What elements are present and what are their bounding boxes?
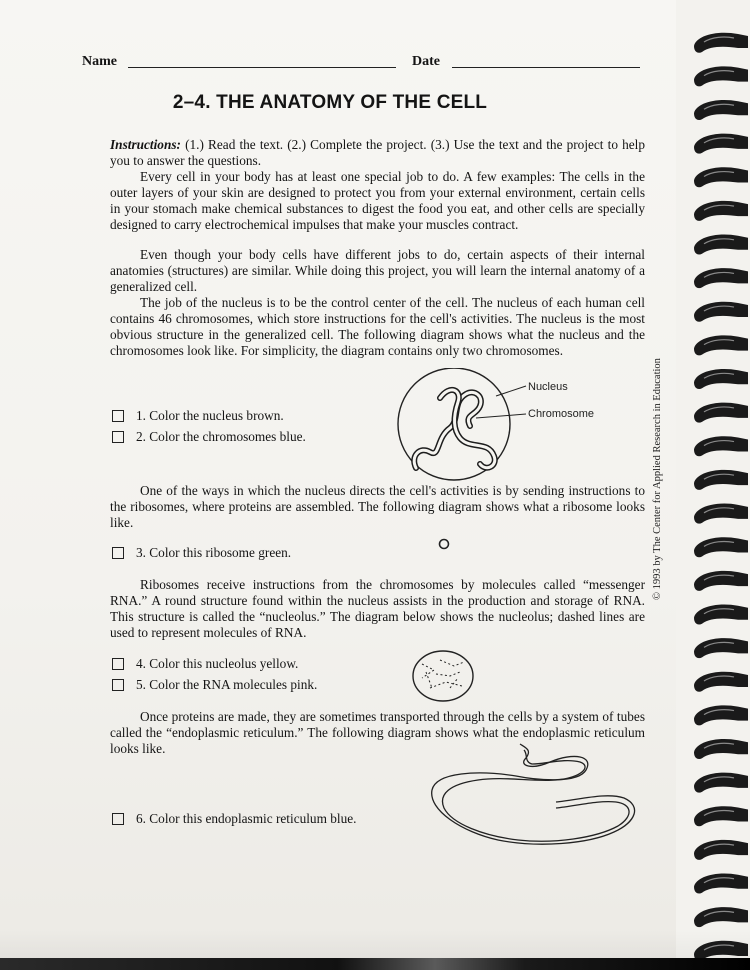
task-5-checkbox[interactable] [112,679,124,691]
task-1-checkbox[interactable] [112,410,124,422]
task-6-checkbox[interactable] [112,813,124,825]
task-6[interactable]: 6. Color this endoplasmic reticulum blue. [112,811,356,827]
rna-molecules [422,660,464,688]
task-2[interactable]: 2. Color the chromosomes blue. [112,429,306,445]
task-2-checkbox[interactable] [112,431,124,443]
nucleus-pointer [496,386,526,396]
paragraph-4: One of the ways in which the nucleus directs the cell's activities is by sending instructions to the ribosomes, where proteins are assembled. The following diagram shows what a ribosome looks like. [110,483,645,531]
task-4-checkbox[interactable] [112,658,124,670]
er-diagram [428,740,648,852]
chromosome-pointer [476,414,526,418]
name-field-line[interactable] [128,67,396,68]
task-3[interactable]: 3. Color this ribosome green. [112,545,291,561]
paragraph-2: Even though your body cells have different jobs to do, certain aspects of their internal anatomies (structures) are similar. While doing this project, you will learn the internal anatomy of a generalized cell. [110,247,645,295]
task-4[interactable]: 4. Color this nucleolus yellow. [112,656,298,672]
paragraph-6: Once proteins are made, they are sometimes transported through the cells by a system of tubes called the “endoplasmic reticulum.” The following diagram shows what the endoplasmic reticulum looks like. [110,709,645,757]
nucleolus-diagram [410,648,476,704]
task-5[interactable]: 5. Color the RNA molecules pink. [112,677,317,693]
name-label: Name [82,54,117,69]
page-bottom-edge [0,958,750,970]
nucleus-diagram [390,368,630,488]
spiral-binding [676,0,750,970]
date-label: Date [412,54,440,69]
paragraph-5: Ribosomes receive instructions from the chromosomes by molecules called “messenger RNA.” A round structure found within the nucleus assists in the production and storage of RNA. This structure is called the “nucleolus.” The diagram below shows the nucleolus; dashed lines are used to represent molecules of RNA. [110,577,645,641]
ribosome-diagram [436,536,452,552]
paragraph-1: Every cell in your body has at least one special job to do. A few examples: The cells in the outer layers of your skin are designed to protect you from your external environment, certain cells in your stomach make chemical substances to digest the food you eat, and other cells are specially designed to carry electrochemical impulses that make your muscles contract. [110,169,645,233]
instructions-text: (1.) Read the text. (2.) Complete the project. (3.) Use the text and the project to help you to answer the questions. [110,137,645,169]
date-field-line[interactable] [452,67,640,68]
task-1[interactable]: 1. Color the nucleus brown. [112,408,284,424]
copyright-notice: © 1993 by The Center for Applied Research in Education [652,358,663,600]
instructions-block [110,137,645,169]
worksheet-title: 2–4. THE ANATOMY OF THE CELL [172,92,488,113]
instructions-label: Instructions: [110,137,181,152]
paragraph-3: The job of the nucleus is to be the control center of the cell. The nucleus of each human cell contains 46 chromosomes, which store instructions for the cell's activities. The nucleus is the most obvious structure in the generalized cell. The following diagram shows what the nucleus and the chromosomes look like. For simplicity, the diagram contains only two chromosomes. [110,295,645,359]
nucleus-label: Nucleus [528,381,568,393]
chromosome-label: Chromosome [528,408,595,420]
task-3-checkbox[interactable] [112,547,124,559]
